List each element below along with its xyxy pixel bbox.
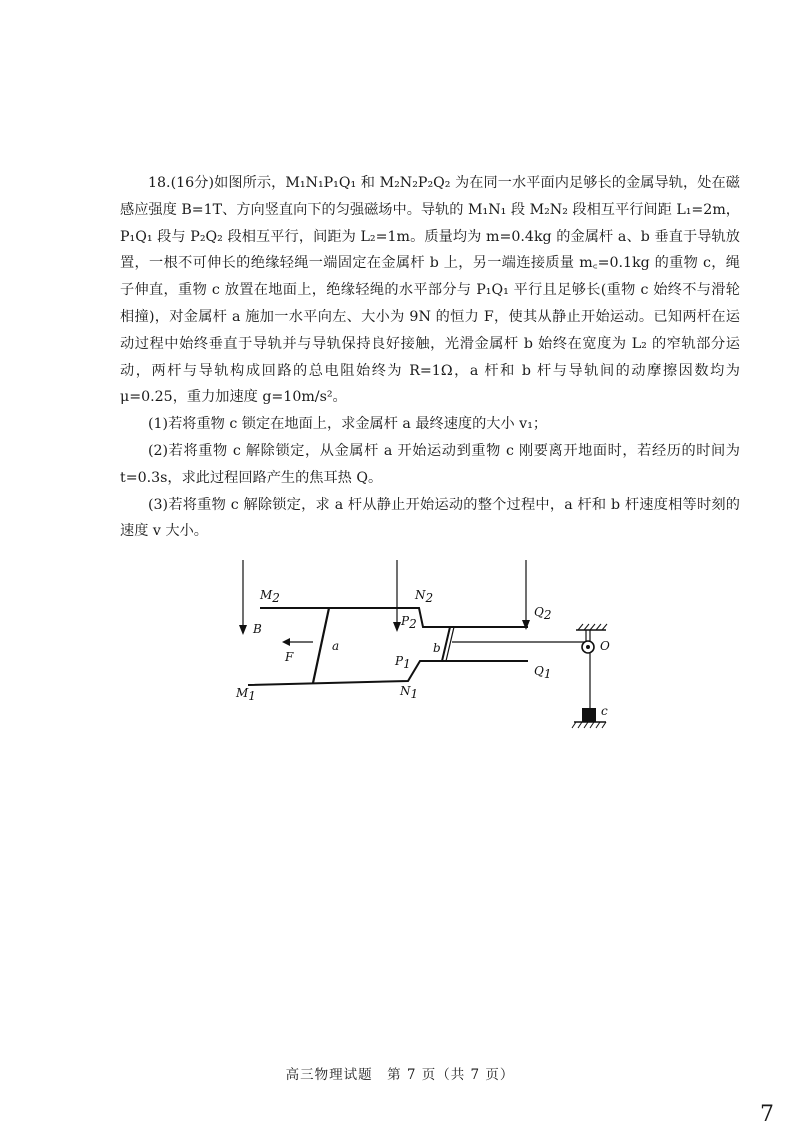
- rod-b: [442, 627, 450, 661]
- label-a: a: [332, 639, 340, 653]
- label-P1: P1: [395, 654, 411, 671]
- field-arrow-left: [239, 560, 247, 635]
- force-arrow: [282, 638, 313, 646]
- question-3: (3)若将重物 c 解除锁定，求 a 杆从静止开始运动的整个过程中，a 杆和 b 杆速度相等时刻的速度 v 大小。: [120, 496, 740, 540]
- label-N2: N2: [415, 588, 434, 605]
- pulley: [582, 641, 594, 653]
- label-F: F: [285, 650, 294, 664]
- weight-c: [582, 708, 596, 722]
- problem-intro: 18.(16分)如图所示，M₁N₁P₁Q₁ 和 M₂N₂P₂Q₂ 为在同一水平面内足够长的金属导轨，处在磁感应强度 B=1T、方向竖直向下的匀强磁场中。导轨的 M₁N₁ 段 M₂N₂ 段相互平行间距 L₁=2m，P₁Q₁ 段与 P₂Q₂ 段相互平行，间距为 L₂=1m。质量均为 m=0.4kg 的金属杆 a、b 垂直于导轨放置，一根不可伸长的绝缘轻绳一端固定在金属杆 b 上，另一端连接质量 m꜀=0.1kg 的重物 c，绳子伸直，重物 c 放置在地面上，绝缘轻绳的水平部分与 P₁Q₁ 平行且足够长(重物 c 始终不与滑轮相撞)，对金属杆 a 施加一水平向左、大小为 9N 的恒力 F，使其从静止开始运动。已知两杆在运动过程中始终垂直于导轨并与导轨保持良好接触，光滑金属杆 b 始终在宽度为 L₂ 的窄轨部分运动，两杆与导轨构成回路的总电阻始终为 R=1Ω，a 杆和 b 杆与导轨间的动摩擦因数均为 μ=0.25，重力加速度 g=10m/s²。: [120, 175, 740, 406]
- rail-lower: [248, 661, 528, 685]
- rail-diagram: [228, 555, 628, 745]
- label-c: c: [601, 704, 608, 718]
- page-footer: 高三物理试题 第 7 页（共 7 页）: [285, 1067, 515, 1083]
- corner-page-number: 7: [760, 1102, 774, 1127]
- label-P2: P2: [401, 614, 417, 631]
- label-M1: M1: [236, 686, 256, 703]
- label-b: b: [433, 641, 441, 655]
- field-arrow-right: [522, 560, 530, 630]
- label-N1: N1: [400, 684, 419, 701]
- problem-18: [120, 170, 740, 545]
- question-1: (1)若将重物 c 锁定在地面上，求金属杆 a 最终速度的大小 v₁；: [148, 416, 548, 433]
- field-arrow-middle: [393, 560, 401, 632]
- label-O: O: [600, 639, 610, 653]
- label-M2: M2: [260, 588, 280, 605]
- question-2: (2)若将重物 c 解除锁定，从金属杆 a 开始运动到重物 c 刚要离开地面时，若经历的时间为 t=0.3s，求此过程回路产生的焦耳热 Q。: [120, 442, 740, 486]
- ground: [572, 722, 606, 728]
- label-B: B: [253, 622, 262, 636]
- rod-a: [313, 608, 329, 683]
- label-Q2: Q2: [534, 605, 552, 622]
- label-Q1: Q1: [534, 664, 552, 681]
